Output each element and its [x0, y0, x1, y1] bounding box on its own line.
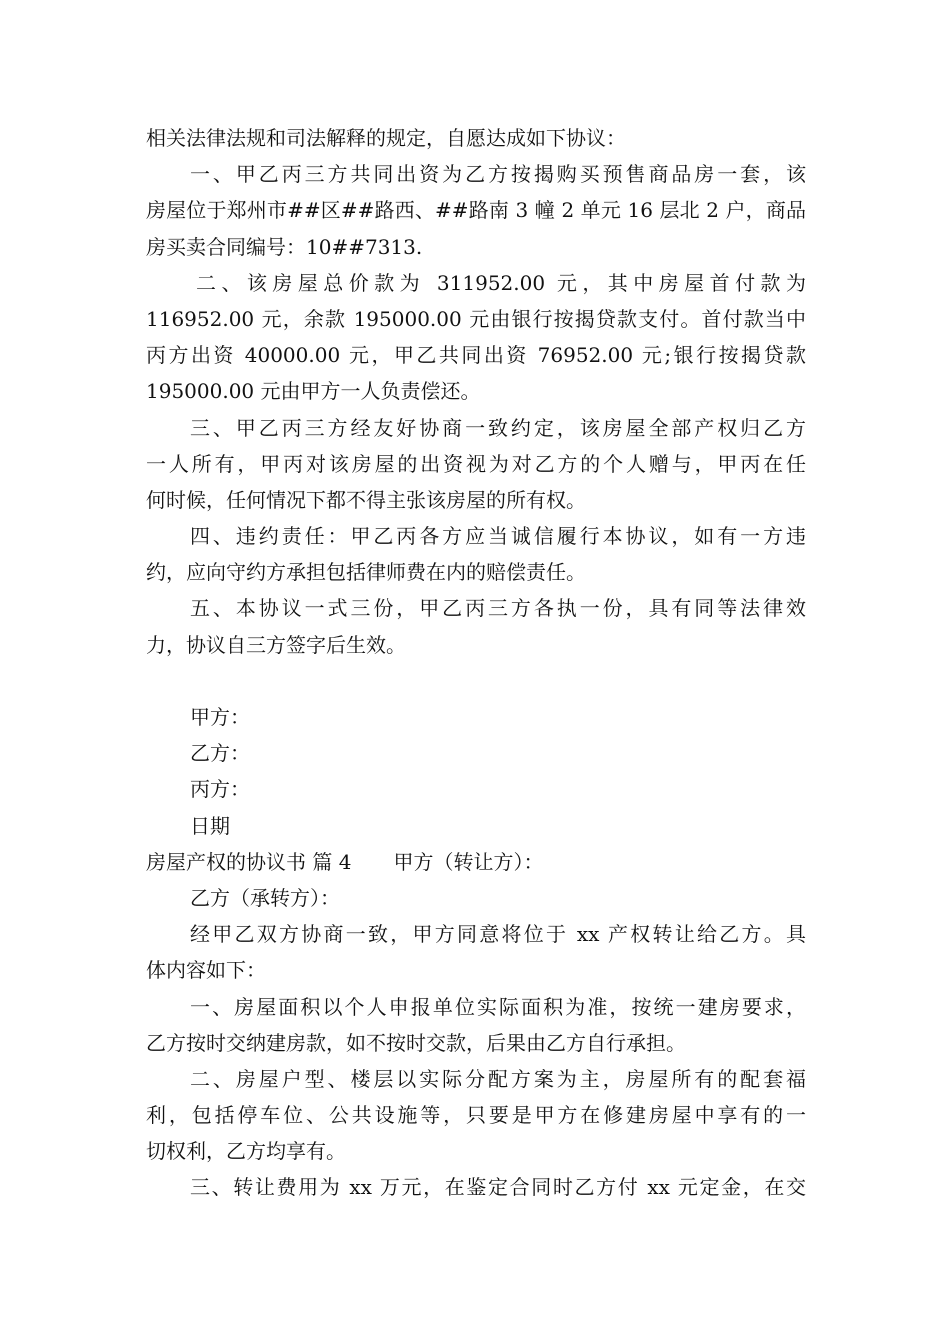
text-line: 116952.00 元，余款 195000.00 元由银行按揭贷款支付。首付款当中 — [146, 306, 806, 331]
text-line: 乙方按时交纳建房款，如不按时交款，后果由乙方自行承担。 — [146, 1030, 686, 1055]
transferee-label: 乙方（承转方）： — [190, 885, 340, 910]
term-three-line: 三、转让费用为 xx 万元，在鉴定合同时乙方付 xx 元定金，在交 — [190, 1175, 806, 1200]
text-line: 力，协议自三方签字后生效。 — [146, 632, 406, 657]
text-line: 利，包括停车位、公共设施等，只要是甲方在修建房屋中享有的一 — [146, 1103, 806, 1128]
clause-one-line: 一、甲乙丙三方共同出资为乙方按揭购买预售商品房一套，该 — [190, 162, 806, 187]
text-line: 195000.00 元由甲方一人负责偿还。 — [146, 379, 481, 404]
blank-line — [146, 663, 806, 699]
signature-date: 日期 — [190, 813, 230, 838]
clause-three-line: 三、甲乙丙三方经友好协商一致约定，该房屋全部产权归乙方 — [190, 415, 806, 440]
text-line: 体内容如下： — [146, 958, 266, 983]
text-line: 丙方出资 40000.00 元，甲乙共同出资 76952.00 元;银行按揭贷款 — [146, 343, 806, 368]
document-body — [146, 120, 806, 1206]
clause-five-line: 五、本协议一式三份，甲乙丙三方各执一份，具有同等法律效 — [190, 596, 806, 621]
section-title: 房屋产权的协议书 篇 4 — [146, 849, 352, 874]
clause-two-line: 二、该房屋总价款为 311952.00 元，其中房屋首付款为 — [196, 270, 806, 295]
text-line: 何时候，任何情况下都不得主张该房屋的所有权。 — [146, 487, 586, 512]
signature-party-c: 丙方： — [190, 777, 250, 802]
intro-line: 经甲乙双方协商一致，甲方同意将位于 xx 产权转让给乙方。具 — [190, 922, 806, 947]
text-line: 房买卖合同编号：10##7313. — [146, 234, 423, 259]
section-heading — [146, 844, 806, 880]
transferor-label: 甲方（转让方）： — [393, 849, 544, 874]
text-line: 约，应向守约方承担包括律师费在内的赔偿责任。 — [146, 560, 586, 585]
term-two-line: 二、房屋户型、楼层以实际分配方案为主，房屋所有的配套福 — [190, 1066, 806, 1091]
text-line: 切权利，乙方均享有。 — [146, 1139, 346, 1164]
clause-four-line: 四、违约责任：甲乙丙各方应当诚信履行本协议，如有一方违 — [190, 524, 806, 549]
text-line: 房屋位于郑州市##区##路西、##路南 3 幢 2 单元 16 层北 2 户，商品 — [146, 198, 806, 223]
signature-party-b: 乙方： — [190, 741, 250, 766]
term-one-line: 一、房屋面积以个人申报单位实际面积为准，按统一建房要求， — [190, 994, 806, 1019]
text-line: 相关法律法规和司法解释的规定，自愿达成如下协议： — [146, 126, 626, 150]
signature-party-a: 甲方： — [190, 705, 250, 729]
text-line: 一人所有，甲丙对该房屋的出资视为对乙方的个人赠与，甲丙在任 — [146, 451, 806, 476]
